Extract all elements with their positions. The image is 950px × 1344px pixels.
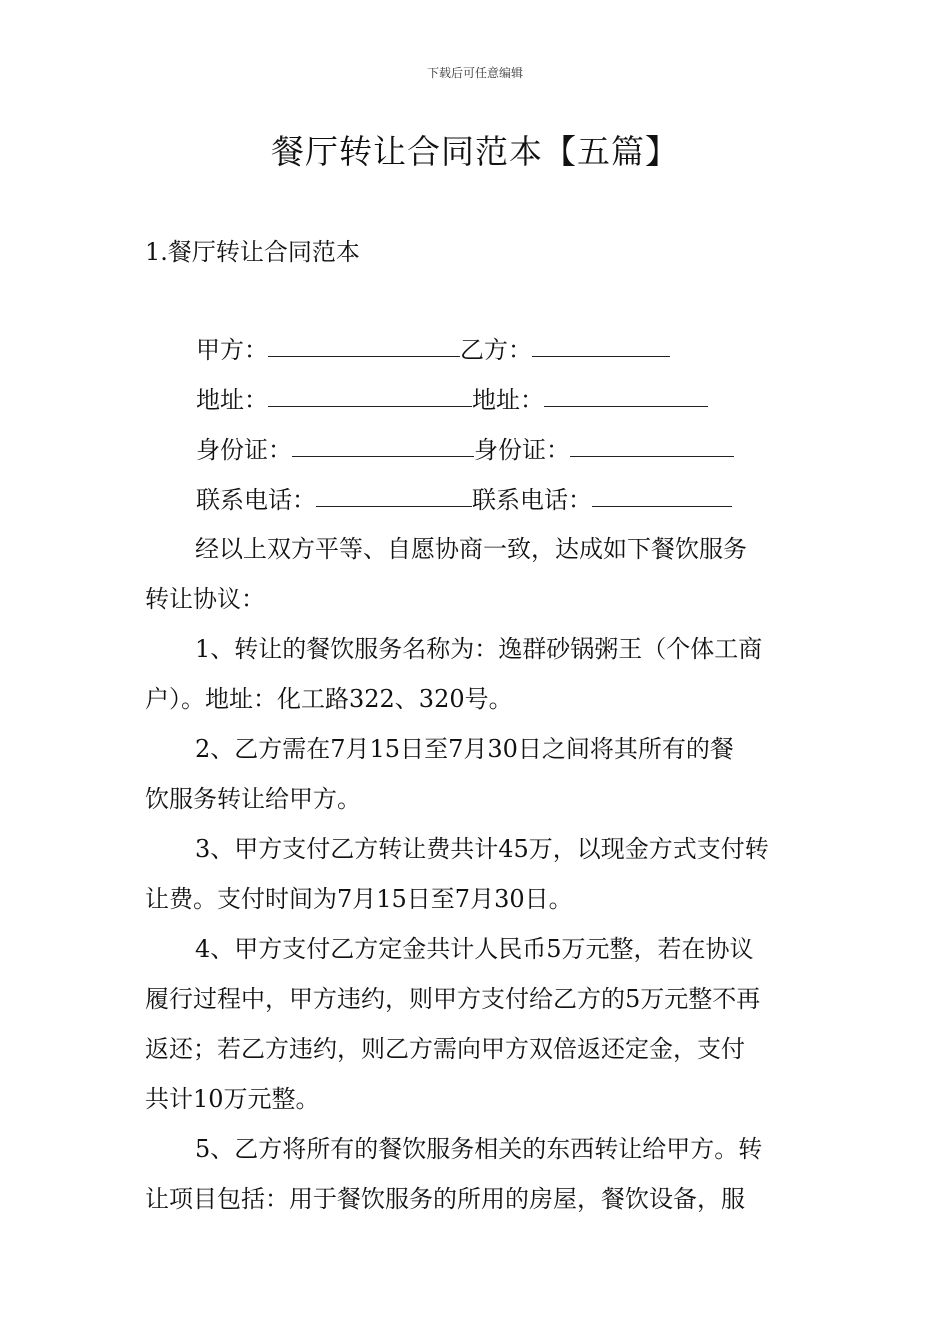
- section-heading: 1.餐厅转让合同范本: [145, 238, 360, 266]
- party-a-label: 甲方：: [196, 336, 268, 364]
- contract-body: [145, 524, 807, 1224]
- phone-b-blank: [592, 484, 732, 507]
- page-title: 餐厅转让合同范本【五篇】: [271, 132, 679, 171]
- phone-a-label: 联系电话：: [196, 486, 316, 514]
- phone-a-blank: [316, 484, 472, 507]
- id-a-blank: [292, 434, 474, 457]
- body-line: 让费。支付时间为7月15日至7月30日。: [145, 885, 573, 913]
- party-a-blank: [268, 334, 460, 357]
- phone-b-label: 联系电话：: [472, 486, 592, 514]
- body-line: 户）。地址：化工路322、320号。: [145, 685, 513, 713]
- phone-row: [196, 484, 732, 516]
- watermark-text: 下载后可任意编辑: [426, 66, 523, 80]
- body-line: 1、转让的餐饮服务名称为：逸群砂锅粥王（个体工商: [195, 635, 763, 663]
- body-line: 2、乙方需在7月15日至7月30日之间将其所有的餐: [195, 735, 734, 763]
- body-line: 履行过程中，甲方违约，则甲方支付给乙方的5万元整不再: [145, 985, 761, 1013]
- party-row: [196, 334, 670, 366]
- address-row: [196, 384, 708, 416]
- party-b-blank: [532, 334, 670, 357]
- body-line: 共计10万元整。: [145, 1085, 320, 1113]
- body-line: 让项目包括：用于餐饮服务的所用的房屋，餐饮设备，服: [145, 1185, 745, 1213]
- body-line: 5、乙方将所有的餐饮服务相关的东西转让给甲方。转: [195, 1135, 763, 1163]
- body-line: 经以上双方平等、自愿协商一致，达成如下餐饮服务: [195, 535, 747, 563]
- body-line: 转让协议：: [145, 585, 265, 613]
- id-b-label: 身份证：: [474, 436, 570, 464]
- address-b-blank: [544, 384, 708, 407]
- id-b-blank: [570, 434, 734, 457]
- address-b-label: 地址：: [472, 386, 544, 414]
- address-a-label: 地址：: [196, 386, 268, 414]
- id-row: [196, 434, 734, 466]
- party-b-label: 乙方：: [460, 336, 532, 364]
- body-line: 返还；若乙方违约，则乙方需向甲方双倍返还定金，支付: [145, 1035, 745, 1063]
- address-a-blank: [268, 384, 472, 407]
- body-line: 饮服务转让给甲方。: [145, 785, 361, 813]
- body-line: 4、甲方支付乙方定金共计人民币5万元整，若在协议: [195, 935, 754, 963]
- body-line: 3、甲方支付乙方转让费共计45万，以现金方式支付转: [195, 835, 769, 863]
- id-a-label: 身份证：: [196, 436, 292, 464]
